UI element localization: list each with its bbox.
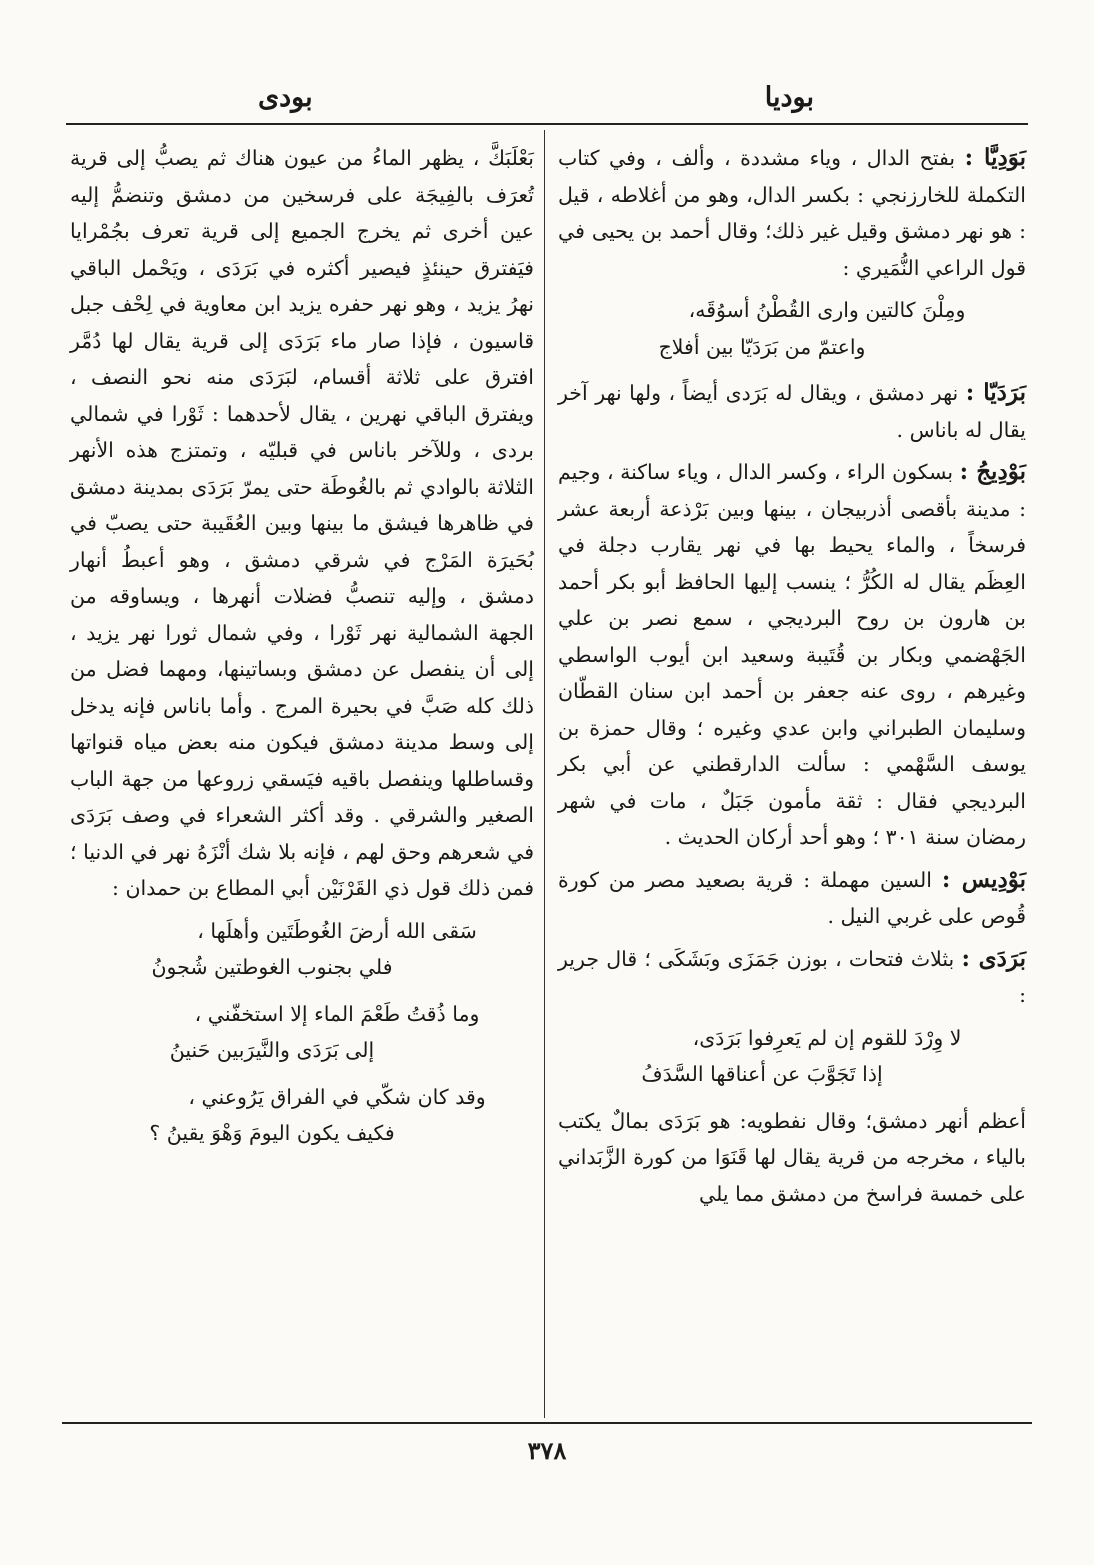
left-column	[70, 140, 534, 1162]
verse-hemistich-1: سَقى الله أرضَ الغُوطَتَين وأهلَها ،	[197, 918, 477, 943]
headword: بَوْدِيس :	[941, 865, 1026, 893]
verse	[70, 996, 534, 1069]
verse-hemistich-1: ومِلْنَ كالتين وارى القُطْنُ أسوُقَه،	[688, 298, 966, 322]
page-number: ٣٧٨	[527, 1436, 567, 1465]
verse-hemistich-2: فلي بجنوب الغوطتين شُجونُ	[151, 955, 393, 979]
verse	[558, 292, 1026, 365]
headword: بَرَدَيّا :	[965, 379, 1026, 406]
verse	[70, 1079, 534, 1152]
entry-bardis	[558, 862, 1026, 935]
entry-text: بسكون الراء ، وكسر الدال ، وياء ساكنة ، وجيم : مدينة بأقصى أذربيجان ، بينها وبين بَرْذعة أربعة عشر فرسخاً ، والماء يحيط بها في نهر يقارب دجلة في العِظَم يقال له الكُرُّ ؛ ينسب إليها الحافظ أبو بكر أحمد بن هارون بن روح البرديجي ، سمع نصر بن علي الجَهْضمي وبكار بن قُتَيبة وسعيد ابن أيوب الواسطي وغيرهم ، روى عنه جعفر بن أحمد ابن سنان القطّان وسليمان الطبراني وابن عدي وغيره ؛ وقال حمزة بن يوسف السَّهْمي : سألت الدارقطني عن أبي بكر البرديجي فقال : ثقة مأمون جَبَلٌ ، مات في شهر رمضان سنة ٣٠١ ؛ وهو أحد أركان الحديث .	[558, 460, 1026, 849]
entry-bawdiyya	[558, 140, 1026, 286]
verse-hemistich-1: لا وِرْدَ للقوم إن لم يَعرِفوا بَرَدَى،	[692, 1025, 962, 1050]
entry-barada	[558, 941, 1026, 1014]
running-head-right: بوديا	[764, 82, 814, 113]
headword: بَوْدِيجُ :	[959, 458, 1026, 485]
entry-text: بثلاث فتحات ، بوزن جَمَزَى وبَشَكَى ؛ قال جرير :	[558, 946, 1026, 1007]
verse-hemistich-1: وقد كان شكّي في الفراق يَرُوعني ،	[188, 1084, 486, 1109]
continued-text: بَعْلَبَكَّ ، يظهر الماءُ من عيون هناك ثم يصبُّ إلى قرية تُعرَف بالفِيجَة على فرسخين من دمشق وتنضمُّ إليه عين أخرى ثم يخرج الجميع إلى قرية تعرف بجُمْرايا فيَفترق حينئذٍ فيصير أكثره في بَرَدَى ، ويَحْمل الباقي نهرُ يزيد ، وهو نهر حفره يزيد ابن معاوية في لِحْف جبل قاسيون ، فإذا صار ماء بَرَدَى إلى قرية يقال لها دُمَّر افترق على ثلاثة أقسام، لبَرَدَى منه نحو النصف ، ويفترق الباقي نهرين ، يقال لأحدهما : ثَوْرا في شمالي بردى ، وللآخر باناس في قبليّه ، وتمتزج هذه الأنهر الثلاثة بالوادي ثم بالغُوطَة حتى يمرّ بَرَدَى بمدينة دمشق في ظاهرها فيشق ما بينها وبين العُقَيبة حتى يصبّ في بُحَيرَة المَرْج في شرقي دمشق ، وهو أعبطُ أنهار دمشق ، وإليه تنصبُّ فضلات أنهرها ، ويساوقه من الجهة الشمالية نهر ثَوْرا ، وفي شمال ثورا نهر يزيد ، إلى أن ينفصل عن دمشق وبساتينها، ومهما فضل من ذلك كله صَبَّ في بحيرة المرج . وأما باناس فإنه يدخل إلى وسط مدينة دمشق فيكون منه بعض مياه قنواتها وقساطلها وينفصل باقيه فيَسقي زروعها من جهة الباب الصغير والشرقي . وقد أكثر الشعراء في وصف بَرَدَى في شعرهم وحق لهم ، فإنه بلا شك أنْزَهُ نهر في الدنيا ؛ فمن ذلك قول ذي القَرْنَيْن أبي المطاع بن حمدان :	[70, 146, 534, 900]
verse-hemistich-2: إذا تَجَوَّبَ عن أعناقها السَّدَفُ	[641, 1062, 883, 1086]
entry-text: السين مهملة : قرية بصعيد مصر من كورة قُوص على غربي النيل .	[558, 867, 1026, 928]
verse-hemistich-2: إلى بَرَدَى والنَّيرَبين حَنينُ	[169, 1038, 375, 1062]
entry-text: بفتح الدال ، وياء مشددة ، وألف ، وفي كتاب التكملة للخارزنجي : بكسر الدال، وهو من أغلاطه ، قيل : هو نهر دمشق وقيل غير ذلك؛ وقال أحمد بن يحيى في قول الراعي النُّمَيري :	[558, 146, 1026, 280]
entry-text-continued: أعظم أنهر دمشق؛ وقال نفطويه: هو بَرَدَى بمالٌ يكتب بالياء ، مخرجه من قرية يقال لها قَنَوَا من كورة الزَّبَداني على خمسة فراسخ من دمشق مما يلي	[558, 1108, 1026, 1206]
verse-hemistich-2: واعتمّ من بَرَدَيّا بين أفلاج	[658, 334, 866, 359]
header-rule	[66, 123, 1028, 125]
entry-text: نهر دمشق ، ويقال له بَرَدى أيضاً ، ولها نهر آخر يقال له باناس .	[558, 381, 1026, 442]
running-head-left: بودى	[258, 82, 313, 113]
headword: بَرَدَى :	[961, 944, 1026, 972]
entry-baradayya	[558, 375, 1026, 448]
right-column	[558, 140, 1026, 1212]
headword: بَوَدِيَّا :	[964, 144, 1026, 171]
verse	[70, 913, 534, 986]
footer-rule	[62, 1422, 1032, 1424]
verse-hemistich-2: فكيف يكون اليومَ وَهْوَ يقينُ ؟	[149, 1121, 395, 1145]
verse	[558, 1020, 1026, 1093]
column-divider	[544, 130, 545, 1418]
verse-hemistich-1: وما ذُقتُ طَعْمَ الماء إلا استخفّني ،	[194, 1001, 480, 1026]
entry-bardij	[558, 454, 1026, 856]
